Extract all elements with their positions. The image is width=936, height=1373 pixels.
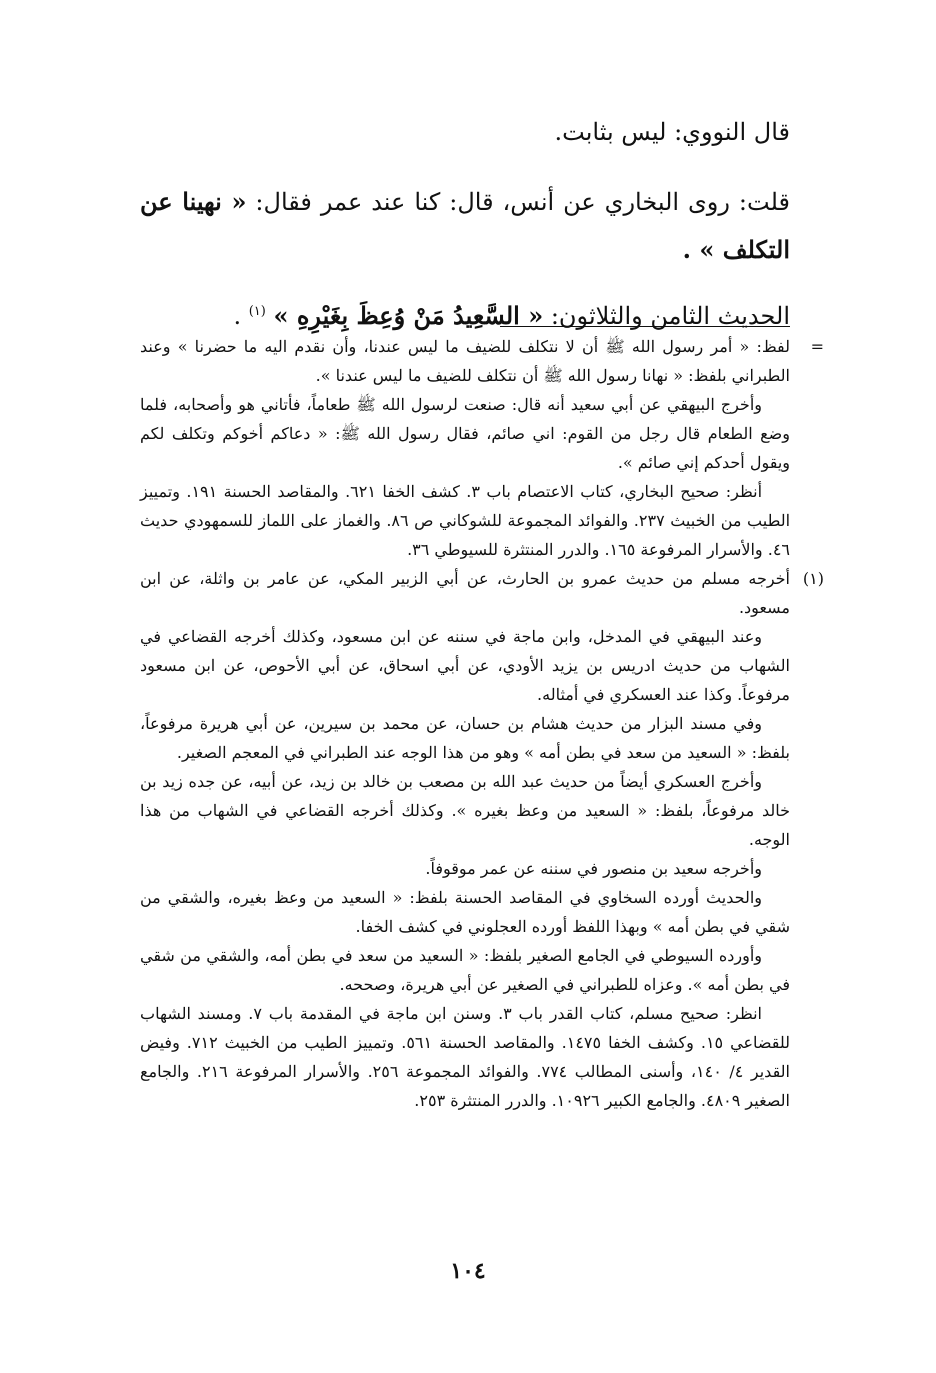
bukhari-line (140, 178, 790, 274)
footnote-ref: (١) (248, 304, 266, 319)
footnote-cont-1-text: لفظ: « أمر رسول الله ﷺ أن لا نتكلف للضيف ما ليس عندنا، وأن نقدم اليه ما حضرنا » وعند الطبراني بلفظ: « نهانا رسول الله ﷺ أن نتكلف للضيف ما ليس عندنا ». (140, 337, 790, 385)
footnotes (140, 332, 824, 1115)
hadith-quote: « السَّعِيدُ مَنْ وُعِظَ بِغَيْرِهِ » (273, 301, 544, 330)
bukhari-quote: « نهينا عن التكلف » . (140, 187, 790, 264)
footnote-1-para-2: وعند البيهقي في المدخل، وابن ماجة في سننه عن ابن مسعود، وكذلك أخرجه القضاعي في الشهاب من حديث ادريس بن يزيد الأودي، عن أبي اسحاق، عن أبي الأحوص، عن ابن مسعود مرفوعاً. وكذا عند العسكري في أمثاله. (140, 627, 790, 704)
footnote-1-para-8: انظر: صحيح مسلم، كتاب القدر باب ٣. وسنن ابن ماجة في المقدمة باب ٧. ومسند الشهاب للقضاعي ١٥. وكشف الخفا ١٤٧٥. والمقاصد الحسنة ٥٦١. وتمييز الطيب من الخبيث ٧١٢. وفيض القدير ٤/ ١٤٠، وأسنى المطالب ٧٧٤. والفوائد المجموعة ٢٥٦. والأسرار المرفوعة ٢١٦. والجامع الصغير ٤٨٠٩. والجامع الكبير ١٠٩٢٦. والدرر المنتثرة ٢٥٣. (140, 1004, 791, 1110)
footnote-1-marker: (١) (802, 569, 824, 588)
footnote-cont-3: أنظر: صحيح البخاري، كتاب الاعتصام باب ٣. كشف الخفا ٦٢١. والمقاصد الحسنة ١٩١. وتمييز الطيب من الخبيث ٢٣٧. والفوائد المجموعة للشوكاني ص ٨٦. والغماز على اللماز للسمهودي حديث ٤٦. والأسرار المرفوعة ١٦٥. والدرر المنتثرة للسيوطي ٣٦. (140, 482, 791, 559)
footnote-1-para-1-text: أخرجه مسلم من حديث عمرو بن الحارث، عن أبي الزبير المكي، عن عامر بن واثلة، عن ابن مسعود. (140, 569, 790, 617)
footnote-1-para-5: وأخرجه سعيد بن منصور في سننه عن عمر موقوفاً. (425, 859, 762, 878)
footnote-cont-1 (140, 332, 824, 390)
main-text (140, 108, 790, 340)
footnote-divider (500, 326, 790, 327)
footnote-1-para-1 (140, 564, 824, 622)
footnote-1-para-4: وأخرج العسكري أيضاً من حديث عبد الله بن مصعب بن خالد بن زيد، عن أبيه، عن جده زيد بن خالد مرفوعاً، بلفظ: « السعيد من وعظ بغيره ». وكذلك أخرجه القضاعي في الشهاب من هذا الوجه. (140, 772, 790, 849)
nawawi-line: قال النووي: ليس بثابت. (554, 118, 790, 146)
page-number: ١٠٤ (450, 1258, 486, 1284)
footnote-1-para-3: وفي مسند البزار من حديث هشام بن حسان، عن محمد بن سيرين، عن أبي هريرة مرفوعاً، بلفظ: « السعيد من سعد في بطن أمه » وهو من هذا الوجه عند الطبراني في المعجم الصغير. (140, 714, 790, 762)
hadith-heading-text: الحديث الثامن والثلاثون: (543, 302, 790, 330)
bukhari-text: قلت: روى البخاري عن أنس، قال: كنا عند عمر فقال: (246, 188, 791, 216)
continuation-marker: = (810, 337, 824, 356)
footnote-1-para-6: والحديث أورده السخاوي في المقاصد الحسنة بلفظ: « السعيد من وعظ بغيره، والشقي من شقي في بطن أمه » وبهذا اللفظ أورده العجلوني في كشف الخفا. (140, 888, 790, 936)
hadith-heading-end: . (233, 302, 249, 330)
footnote-1-para-7: وأورده السيوطي في الجامع الصغير بلفظ: « السعيد من سعد في بطن أمه، والشقي من شقي في بطن أمه ». وعزاه للطبراني في الصغير عن أبي هريرة، وصححه. (140, 946, 790, 994)
footnote-cont-2: وأخرج البيهقي عن أبي سعيد أنه قال: صنعت لرسول الله ﷺ طعاماً، فأتاني هو وأصحابه، فلما وضع الطعام قال رجل من القوم: اني صائم، فقال رسول الله ﷺ: « دعاكم أخوكم وتكلف لكم ويقول أحدكم إني صائم ». (140, 395, 790, 472)
